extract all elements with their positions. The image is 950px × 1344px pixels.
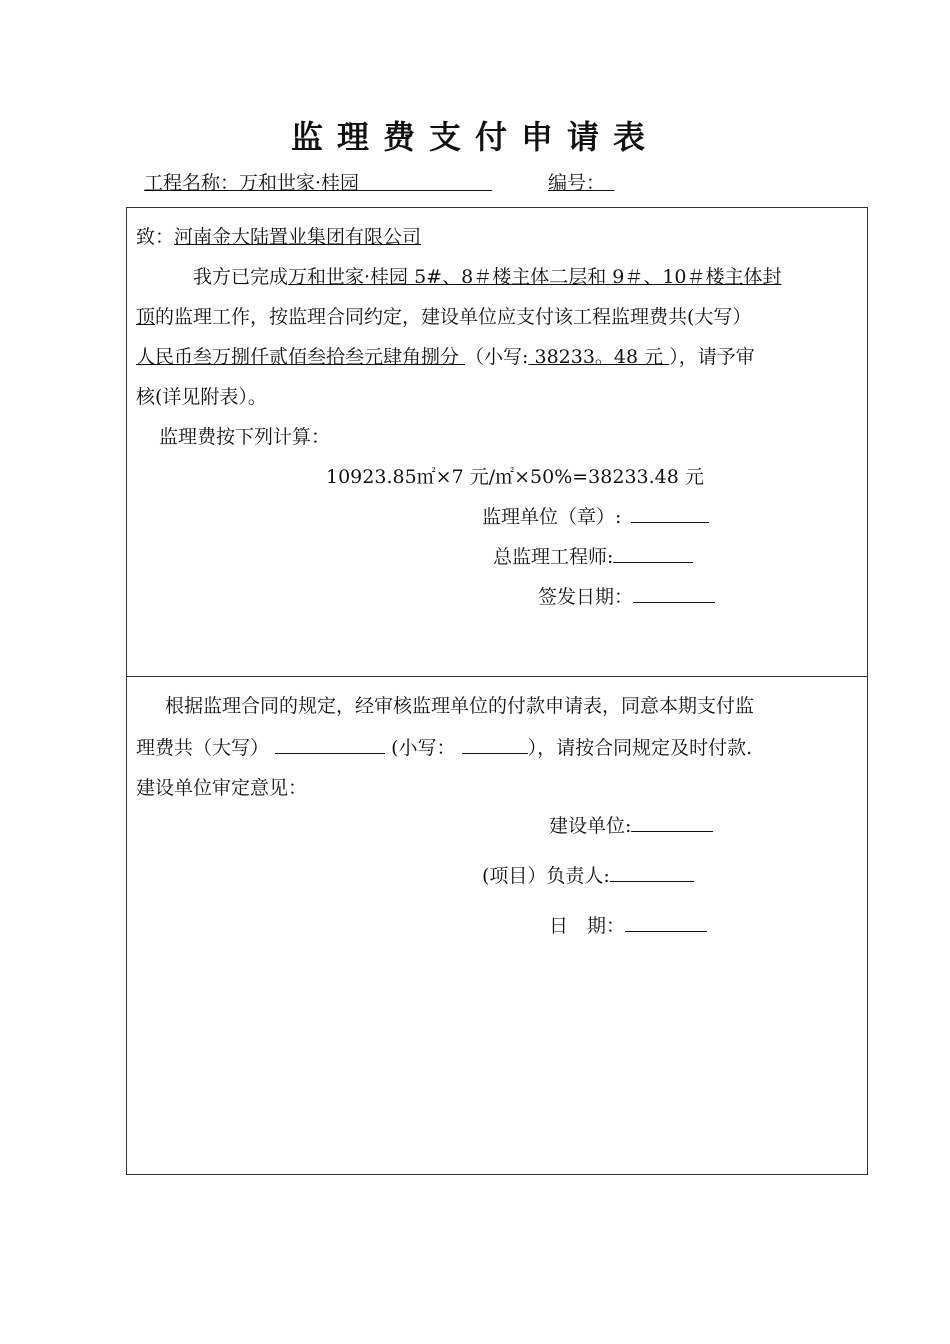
owner-unit-row [549,811,713,838]
owner-opinion-label: 建设单位审定意见： [136,777,308,799]
project-manager-blank [610,863,694,882]
approval-line-1: 根据监理合同的规定，经审核监理单位的付款申请表，同意本期支付监 [165,695,755,717]
approval-date-row [549,911,707,938]
owner-unit-label: 建设单位: [549,815,632,837]
addressee-row [136,222,421,249]
approval-date-label: 日 期： [549,915,626,937]
project-label: 工程名称： [144,172,240,194]
work-scope-a: 万和世家·桂园 5#、8＃楼主体二层和 9＃、10＃楼主体封 [288,266,782,288]
owner-unit-blank [631,813,713,832]
approval-fee-label: 理费共（大写） [136,737,270,759]
approval-lower-blank [462,735,528,754]
p1-start: 我方已完成 [193,266,289,288]
to-company: 河南金大陆置业集团有限公司 [174,226,422,248]
para-line-4: 核(详见附表）。 [136,386,267,408]
issue-date-blank [633,584,715,603]
para-line-1 [193,262,782,289]
project-manager-row [482,861,694,888]
approval-section [126,676,868,1175]
approval-small-label: (小写： [391,737,456,759]
p3-end: ），请予审 [669,346,755,368]
p2-rest: 的监理工作，按监理合同约定，建设单位应支付该工程监理费共(大写） [155,306,752,328]
project-name-row [144,168,492,195]
para-line-3 [136,342,755,369]
approval-line-2 [136,733,752,760]
amount-lower: 38233。48 元 [528,346,670,368]
approval-end: ），请按合同规定及时付款. [527,737,753,759]
project-manager-label: (项目）负责人: [482,865,610,887]
supervisor-unit-blank [631,504,709,523]
amount-upper: 人民币叁万捌仟贰佰叁拾叁元肆角捌分 [136,346,466,368]
supervisor-unit-label: 监理单位（章）: [482,506,622,528]
issue-date-label: 签发日期： [538,586,634,608]
chief-engineer-blank [613,544,693,563]
para-line-2 [136,302,751,329]
approval-date-blank [625,913,707,932]
small-label: （小写: [465,346,529,368]
calc-label: 监理费按下列计算： [159,426,331,448]
to-label: 致： [136,226,175,248]
chief-engineer-label: 总监理工程师: [493,546,614,568]
code-label: 编号： [548,172,606,194]
code-field [548,168,615,195]
form-title: 监理费支付申请表 [290,118,659,156]
work-scope-b: 顶 [136,306,156,328]
project-name: 万和世家·桂园 [239,172,360,194]
project-name-blank [359,172,492,194]
supervisor-unit-row [482,502,709,529]
calc-formula: 10923.85㎡×7 元/㎡×50%=38233.48 元 [326,466,704,488]
approval-upper-blank [275,735,385,754]
chief-engineer-row [493,542,693,569]
application-section [126,207,868,677]
issue-date-row [538,582,715,609]
